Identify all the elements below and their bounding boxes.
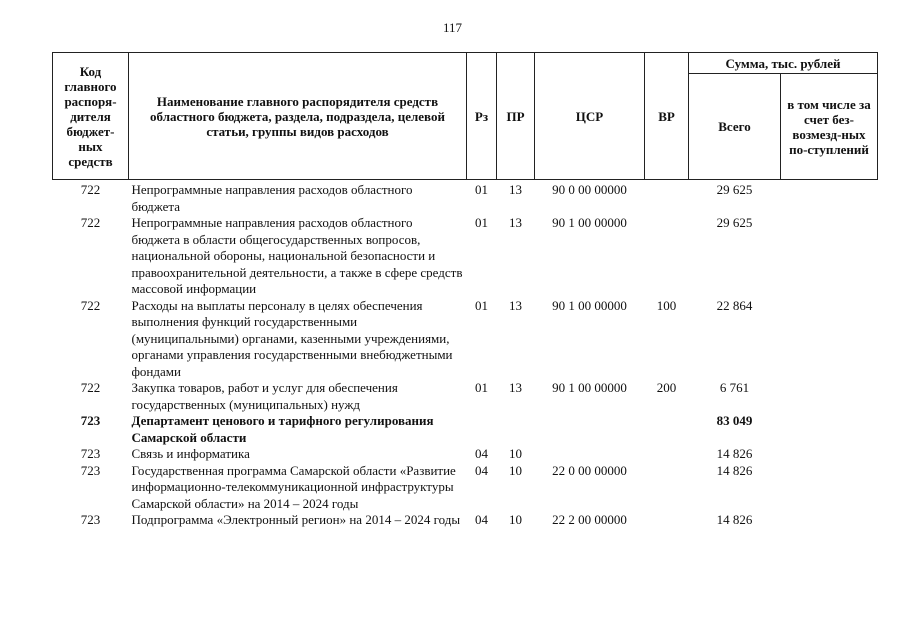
csr-cell: 90 1 00 00000 [552,297,627,313]
pr-cell: 13 [509,297,522,313]
header-incl: в том числе за счет без-возмезд-ных по-ступлений [781,74,878,180]
rz-cell: 04 [475,462,488,478]
rz-cell: 01 [475,380,488,395]
code-cell: 722 [80,297,101,313]
name-cell: Закупка товаров, работ и услуг для обеспечения государственных (муниципальных) нужд [131,380,398,412]
rz-cell: 01 [475,215,488,230]
header-vr: ВР [645,53,689,180]
header-total: Всего [689,74,781,180]
vr-cell [645,463,689,513]
vr-cell [645,446,689,463]
vr-cell [645,413,689,446]
total-cell: 14 826 [716,462,753,478]
csr-cell [535,446,645,463]
table-row [53,413,878,446]
pr-cell: 10 [509,512,522,527]
total-cell: 14 826 [716,512,753,527]
page-number: 117 [442,20,463,35]
name-cell: Департамент ценового и тарифного регулирования Самарской области [131,413,434,445]
table-row [53,446,878,463]
name-cell: Непрограммные направления расходов областного бюджета в области общегосударственных вопросов, национальной обороны, национальной безопасности и правоохранительной деятельности, а также в сфере средств массовой информации [131,215,463,296]
csr-cell: 90 0 00 00000 [552,182,627,197]
vr-cell [645,512,689,529]
vr-cell [645,215,689,298]
vr-cell [645,180,689,216]
total-cell: 83 049 [716,413,753,428]
name-cell: Непрограммные направления расходов областного бюджета [131,182,413,214]
pr-cell: 13 [509,380,522,395]
pr-cell: 10 [509,462,522,478]
table-row [53,180,878,216]
vr-cell: 100 [656,297,677,313]
code-cell: 723 [80,446,101,461]
pr-cell [497,413,535,446]
table-row [53,380,878,413]
code-cell: 723 [80,413,101,428]
incl-cell [781,180,878,216]
code-cell: 722 [80,380,101,395]
name-cell: Подпрограмма «Электронный регион» на 2014 – 2024 годы [131,512,461,527]
code-cell: 722 [80,182,101,197]
code-cell: 723 [80,462,101,478]
header-csr: ЦСР [535,53,645,180]
total-cell: 29 625 [716,215,753,230]
rz-cell: 04 [475,512,488,527]
csr-cell: 90 1 00 00000 [552,215,627,230]
table-row [53,298,878,381]
table-row [53,512,878,529]
rz-cell: 01 [475,297,488,313]
budget-table [52,52,878,529]
rz-cell: 04 [475,446,488,461]
incl-cell [781,215,878,298]
total-cell: 14 826 [716,446,753,461]
total-cell: 6 761 [719,380,750,395]
header-sum-group: Сумма, тыс. рублей [689,53,878,74]
code-cell: 723 [80,512,101,527]
vr-cell: 200 [656,380,677,395]
incl-cell [781,446,878,463]
incl-cell [781,512,878,529]
table-row [53,463,878,513]
table-body [53,180,878,529]
csr-cell: 22 0 00 00000 [552,462,627,478]
total-cell: 22 864 [716,297,753,313]
pr-cell: 10 [509,446,522,461]
incl-cell [781,413,878,446]
total-cell: 29 625 [716,182,753,197]
rz-cell: 01 [475,182,488,197]
code-cell: 722 [80,215,101,230]
rz-cell [467,413,497,446]
header-name: Наименование главного распорядителя средств областного бюджета, раздела, подраздела, целевой статьи, группы видов расходов [129,53,467,180]
header-rz: Рз [467,53,497,180]
table-row [53,215,878,298]
csr-cell [535,413,645,446]
csr-cell: 90 1 00 00000 [552,380,627,395]
name-cell: Расходы на выплаты персоналу в целях обеспечения выполнения функций государственными (муниципальными) органами, казенными учреждениями, органами управления государственными внебюджетными фондами [131,297,453,379]
header-pr: ПР [497,53,535,180]
pr-cell: 13 [509,215,522,230]
incl-cell [781,298,878,381]
incl-cell [781,463,878,513]
csr-cell: 22 2 00 00000 [552,512,627,527]
name-cell: Государственная программа Самарской области «Развитие информационно-телекоммуникационной инфраструктуры Самарской области» на 2014 – 2024 годы [131,462,456,511]
incl-cell [781,380,878,413]
header-code: Код главного распоря-дителя бюджет-ных средств [53,53,129,180]
name-cell: Связь и информатика [131,446,250,461]
pr-cell: 13 [509,182,522,197]
